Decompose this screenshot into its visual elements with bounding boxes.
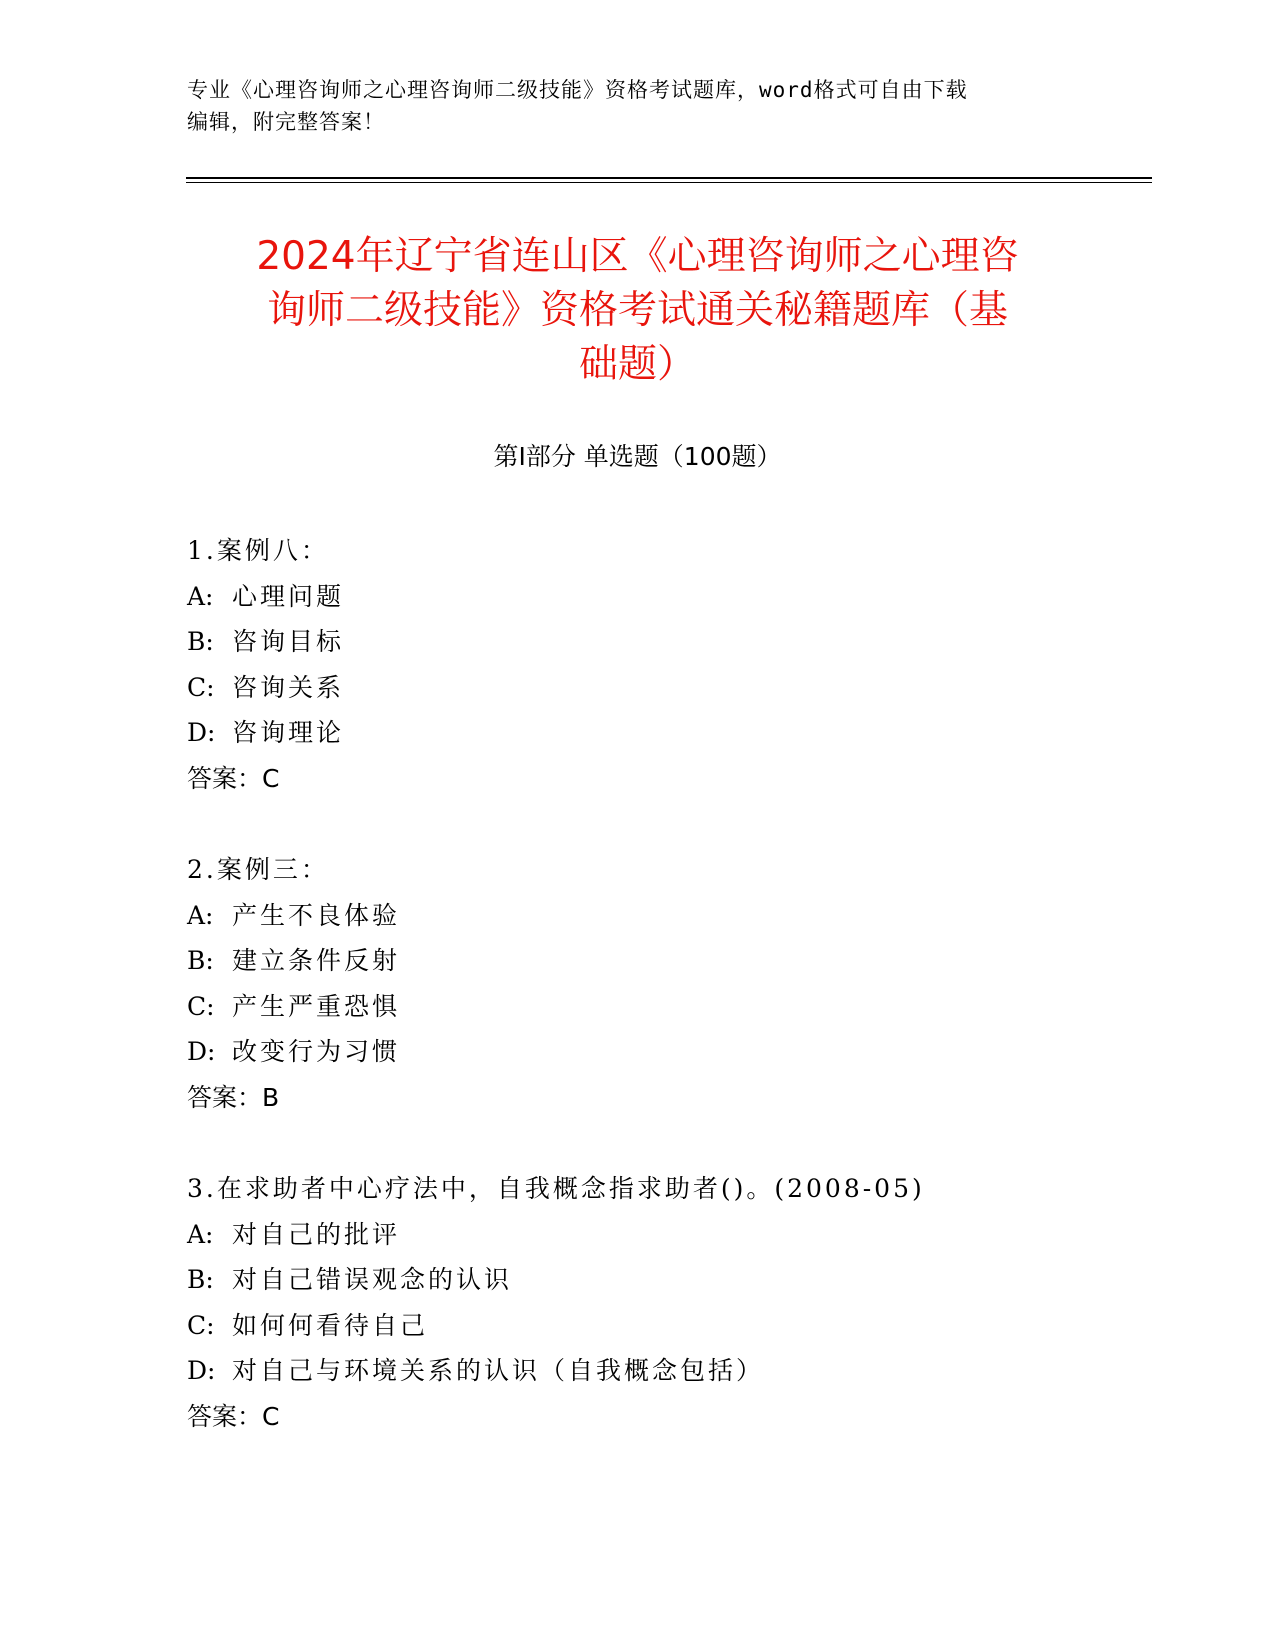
header-note-line-2: 编辑，附完整答案！ [187, 110, 385, 134]
option-text: 咨询目标 [232, 627, 345, 656]
document-title-line-3: 础题） [578, 342, 696, 387]
option-letter: C: [187, 672, 215, 702]
question-1 [187, 528, 1147, 801]
option-letter: D: [187, 718, 216, 747]
option-d [187, 710, 1147, 756]
question-stem: 2.案例三： [187, 855, 329, 884]
option-b [187, 1257, 1147, 1303]
option-letter: C: [187, 991, 215, 1021]
option-text: 改变行为习惯 [232, 1037, 401, 1066]
question-list [187, 528, 1147, 1485]
option-d [187, 1348, 1147, 1394]
option-a [187, 1212, 1147, 1258]
option-letter: D: [187, 1356, 216, 1385]
option-letter: B: [187, 946, 214, 975]
option-text: 产生不良体验 [232, 900, 401, 930]
option-a [187, 893, 1147, 939]
option-letter: A: [187, 1219, 214, 1249]
header-divider-thick [186, 177, 1152, 179]
header-note-line-1: 专业《心理咨询师之心理咨询师二级技能》资格考试题库，word格式可自由下载 [187, 78, 968, 102]
option-text: 如何何看待自己 [232, 1310, 429, 1340]
option-c [187, 984, 1147, 1030]
option-letter: D: [187, 1037, 216, 1066]
question-2 [187, 847, 1147, 1120]
option-text: 建立条件反射 [232, 946, 401, 975]
document-title-line-1: 2024年辽宁省连山区《心理咨询师之心理咨 [256, 234, 1019, 279]
option-c [187, 1303, 1147, 1349]
option-b [187, 619, 1147, 665]
option-letter: C: [187, 1310, 215, 1340]
option-text: 对自己错误观念的认识 [232, 1265, 513, 1294]
option-text: 咨询关系 [232, 672, 345, 702]
question-3 [187, 1166, 1147, 1439]
option-letter: A: [187, 581, 214, 611]
header-divider-thin [186, 182, 1152, 183]
option-b [187, 938, 1147, 984]
option-letter: B: [187, 627, 214, 656]
option-c [187, 665, 1147, 711]
option-text: 产生严重恐惧 [232, 991, 401, 1021]
document-title [170, 230, 1105, 392]
option-letter: B: [187, 1265, 214, 1294]
header-note [187, 74, 1087, 138]
section-title: 第Ⅰ部分 单选题（100题） [493, 442, 782, 471]
option-text: 对自己与环境关系的认识（自我概念包括） [232, 1356, 765, 1385]
option-a [187, 574, 1147, 620]
option-text: 咨询理论 [232, 718, 345, 747]
answer-line: 答案：C [187, 763, 280, 793]
option-text: 心理问题 [232, 581, 345, 611]
option-d [187, 1029, 1147, 1075]
answer-line: 答案：C [187, 1401, 280, 1431]
question-stem: 3.在求助者中心疗法中，自我概念指求助者()。(2008-05) [187, 1174, 925, 1203]
document-title-line-2: 询师二级技能》资格考试通关秘籍题库（基 [266, 288, 1008, 333]
option-letter: A: [187, 900, 214, 930]
answer-line: 答案：B [187, 1082, 280, 1112]
question-stem: 1.案例八： [187, 536, 329, 565]
option-text: 对自己的批评 [232, 1219, 401, 1249]
